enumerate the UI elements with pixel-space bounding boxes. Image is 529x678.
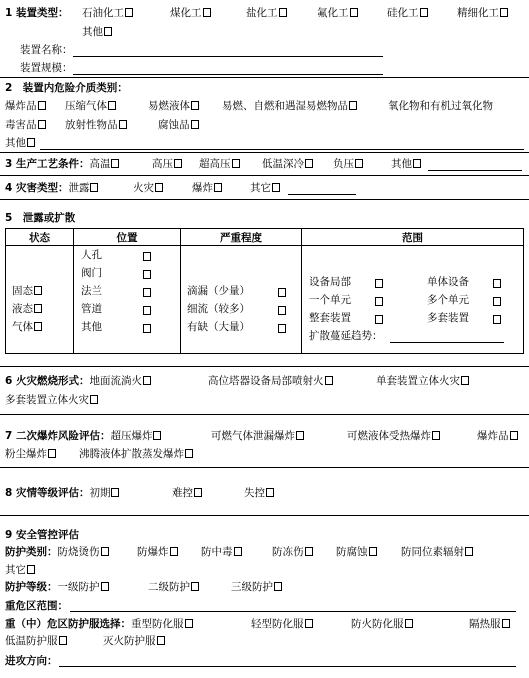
- checkbox[interactable]: [153, 431, 161, 440]
- checkbox[interactable]: [432, 431, 440, 440]
- range-single-label: 单体设备: [427, 276, 469, 288]
- checkbox[interactable]: [234, 547, 242, 556]
- range-single-checkbox[interactable]: [493, 279, 501, 288]
- pos-manhole-checkbox[interactable]: [143, 252, 151, 261]
- prot-type-row: 防护类别：防烧烫伤: [5, 546, 109, 559]
- option-level-2[interactable]: 二级防护: [148, 581, 199, 594]
- option-gas[interactable]: 气体: [12, 321, 42, 334]
- pos-valve-checkbox[interactable]: [143, 270, 151, 279]
- option-corrosive[interactable]: 腐蚀品: [158, 119, 199, 132]
- option-toxic[interactable]: 毒害品: [5, 119, 46, 132]
- spread-trend-label: 扩散蔓延趋势：: [309, 330, 383, 342]
- divider: [0, 152, 529, 153]
- option-anti-explosion[interactable]: 防爆炸: [137, 546, 178, 559]
- device-scale-field[interactable]: [73, 74, 383, 75]
- option-level-3[interactable]: 三级防护: [231, 581, 282, 594]
- divider: [0, 467, 529, 468]
- option-fire-chem-suit[interactable]: 防火防化服: [351, 618, 413, 631]
- option-other-protection[interactable]: 其它: [5, 564, 35, 577]
- divider: [0, 414, 529, 415]
- pos-other-label: 其他: [81, 321, 102, 333]
- option-hard-control[interactable]: 难控: [172, 487, 202, 500]
- checkbox[interactable]: [305, 159, 313, 168]
- checkbox[interactable]: [27, 565, 35, 574]
- option-anti-poison[interactable]: 防中毒: [201, 546, 242, 559]
- option-coal-chem[interactable]: 煤化工: [170, 7, 211, 20]
- checkbox[interactable]: [214, 183, 222, 192]
- pos-pipe-checkbox[interactable]: [143, 306, 151, 315]
- divider: [0, 199, 529, 200]
- checkbox[interactable]: [510, 431, 518, 440]
- checkbox[interactable]: [420, 8, 428, 17]
- option-flammable-solid[interactable]: 易燃、自燃和遇湿易燃物品: [222, 100, 357, 113]
- option-silicon-chem[interactable]: 硅化工: [387, 7, 428, 20]
- option-solid[interactable]: 固态: [12, 285, 42, 298]
- checkbox[interactable]: [461, 376, 469, 385]
- checkbox[interactable]: [104, 27, 112, 36]
- option-jet-fire[interactable]: 高位塔器设备局部喷射火: [208, 375, 333, 388]
- severity-breach-checkbox[interactable]: [278, 324, 286, 333]
- checkbox[interactable]: [191, 101, 199, 110]
- fire-form-row: 6 火灾燃烧形式：地面流淌火: [5, 375, 151, 388]
- option-dust-explosion[interactable]: 粉尘爆炸: [5, 448, 56, 461]
- option-liquid[interactable]: 液态: [12, 303, 42, 316]
- checkbox[interactable]: [266, 488, 274, 497]
- other-disaster-field[interactable]: [288, 194, 356, 195]
- option-anti-frostbite[interactable]: 防冻伤: [272, 546, 313, 559]
- option-fluoro-chem[interactable]: 氟化工: [317, 7, 358, 20]
- divider: [0, 77, 529, 78]
- section-1-title: 1 装置类型：: [5, 7, 69, 19]
- option-fire-suit[interactable]: 灭火防护服: [103, 635, 165, 648]
- severity-stream-label: 细流（较多）: [187, 303, 250, 315]
- section-2-title: 2 装置内危险介质类别：: [5, 82, 128, 94]
- checkbox[interactable]: [101, 582, 109, 591]
- option-explosives[interactable]: 爆炸品: [5, 100, 46, 113]
- option-out-of-control[interactable]: 失控: [244, 487, 274, 500]
- checkbox[interactable]: [355, 159, 363, 168]
- range-multi-set-checkbox[interactable]: [493, 315, 501, 324]
- header-position: 位置: [74, 229, 181, 246]
- option-other-media[interactable]: 其他: [5, 137, 35, 150]
- checkbox[interactable]: [325, 376, 333, 385]
- option-liquid-heat-explosion[interactable]: 可燃液体受热爆炸: [347, 430, 440, 443]
- option-light-suit[interactable]: 轻型防化服: [251, 618, 313, 631]
- checkbox[interactable]: [111, 159, 119, 168]
- option-salt-chem[interactable]: 盐化工: [246, 7, 287, 20]
- other-media-field[interactable]: [40, 149, 524, 150]
- checkbox[interactable]: [111, 488, 119, 497]
- pos-flange-checkbox[interactable]: [143, 288, 151, 297]
- pos-valve-label: 阀门: [81, 267, 102, 279]
- range-one-unit-label: 一个单元: [309, 294, 351, 306]
- checkbox[interactable]: [34, 286, 42, 295]
- checkbox[interactable]: [185, 449, 193, 458]
- checkbox[interactable]: [413, 159, 421, 168]
- range-full-checkbox[interactable]: [375, 315, 383, 324]
- option-gas-leak-explosion[interactable]: 可燃气体泄漏爆炸: [211, 430, 304, 443]
- severity-drip-checkbox[interactable]: [278, 288, 286, 297]
- device-name-label: 装置名称：: [20, 44, 73, 56]
- option-compressed-gas[interactable]: 压缩气体: [65, 100, 116, 113]
- divider: [0, 515, 529, 516]
- option-radioactive[interactable]: 放射性物品: [65, 119, 127, 132]
- severity-breach-label: 有缺（大量）: [187, 321, 250, 333]
- checkbox[interactable]: [59, 636, 67, 645]
- checkbox[interactable]: [296, 431, 304, 440]
- checkbox[interactable]: [155, 183, 163, 192]
- spread-trend-field[interactable]: [390, 342, 504, 343]
- checkbox[interactable]: [34, 322, 42, 331]
- checkbox[interactable]: [272, 183, 280, 192]
- secondary-explosion-row: 7 二次爆炸风险评估：超压爆炸: [5, 430, 161, 443]
- checkbox[interactable]: [203, 8, 211, 17]
- range-full-label: 整套装置: [309, 312, 351, 324]
- section-5-title: 5 泄露或扩散: [5, 212, 76, 224]
- option-explosion[interactable]: 爆炸: [192, 182, 222, 195]
- option-anti-corrosion[interactable]: 防腐蚀: [336, 546, 377, 559]
- range-local-checkbox[interactable]: [375, 279, 383, 288]
- checkbox[interactable]: [34, 304, 42, 313]
- option-cold-suit[interactable]: 低温防护服: [5, 635, 67, 648]
- option-other-disaster[interactable]: 其它: [250, 182, 280, 195]
- checkbox[interactable]: [279, 8, 287, 17]
- other-process-field[interactable]: [428, 170, 522, 171]
- checkbox[interactable]: [232, 159, 240, 168]
- checkbox[interactable]: [191, 582, 199, 591]
- checkbox[interactable]: [191, 120, 199, 129]
- approach-field[interactable]: [59, 666, 516, 667]
- checkbox[interactable]: [502, 619, 510, 628]
- checkbox[interactable]: [38, 101, 46, 110]
- option-multi-3d-fire[interactable]: 多套装置立体火灾: [5, 394, 98, 407]
- checkbox[interactable]: [174, 159, 182, 168]
- checkbox[interactable]: [465, 547, 473, 556]
- pos-flange-label: 法兰: [81, 285, 102, 297]
- approach-label: 进攻方向：: [5, 655, 58, 667]
- leak-table: [5, 228, 524, 354]
- option-high-pressure[interactable]: 高压: [152, 158, 182, 171]
- severity-stream-checkbox[interactable]: [278, 306, 286, 315]
- option-negative-pressure[interactable]: 负压: [333, 158, 363, 171]
- checkbox[interactable]: [125, 8, 133, 17]
- checkbox[interactable]: [405, 619, 413, 628]
- hazard-zone-field[interactable]: [70, 611, 516, 612]
- option-ultra-pressure[interactable]: 超高压: [199, 158, 240, 171]
- checkbox[interactable]: [38, 120, 46, 129]
- checkbox[interactable]: [305, 619, 313, 628]
- section-9-title: 9 安全管控评估: [5, 529, 79, 541]
- header-state: 状态: [6, 229, 74, 246]
- checkbox[interactable]: [27, 138, 35, 147]
- range-local-label: 设备局部: [309, 276, 351, 288]
- option-cryogenic[interactable]: 低温深冷: [262, 158, 313, 171]
- checkbox[interactable]: [101, 547, 109, 556]
- disaster-level-row: 8 灾情等级评估：初期: [5, 487, 119, 500]
- option-flammable-liquid[interactable]: 易燃液体: [148, 100, 199, 113]
- range-multi-unit-label: 多个单元: [427, 294, 469, 306]
- option-oxidizer[interactable]: 氧化物和有机过氧化物: [388, 100, 493, 112]
- option-other[interactable]: 其他: [82, 26, 112, 39]
- disaster-type-row: 4 灾害类型：泄露: [5, 182, 98, 195]
- option-explosives-2[interactable]: 爆炸品: [477, 430, 518, 443]
- checkbox[interactable]: [90, 395, 98, 404]
- option-insulation-suit[interactable]: 隔热服: [469, 618, 510, 631]
- option-petrochemical[interactable]: 石油化工: [82, 7, 133, 20]
- hazard-zone-label: 重危区范围：: [5, 600, 68, 612]
- checkbox[interactable]: [194, 488, 202, 497]
- option-fine-chem[interactable]: 精细化工: [457, 7, 508, 20]
- pos-other-checkbox[interactable]: [143, 324, 151, 333]
- checkbox[interactable]: [305, 547, 313, 556]
- checkbox[interactable]: [157, 636, 165, 645]
- checkbox[interactable]: [350, 8, 358, 17]
- checkbox[interactable]: [48, 449, 56, 458]
- checkbox[interactable]: [274, 582, 282, 591]
- process-conditions-row: 3 生产工艺条件：高温: [5, 158, 119, 171]
- header-severity: 严重程度: [181, 229, 302, 246]
- severity-drip-label: 滴漏（少量）: [187, 285, 250, 297]
- option-anti-radiation[interactable]: 防同位素辐射: [401, 546, 473, 559]
- option-single-3d-fire[interactable]: 单套装置立体火灾: [376, 375, 469, 388]
- pos-manhole-label: 人孔: [81, 249, 102, 261]
- option-fire[interactable]: 火灾: [133, 182, 163, 195]
- device-name-field[interactable]: [73, 56, 383, 57]
- header-range: 范围: [302, 229, 524, 246]
- range-one-unit-checkbox[interactable]: [375, 297, 383, 306]
- range-multi-unit-checkbox[interactable]: [493, 297, 501, 306]
- range-multi-set-label: 多套装置: [427, 312, 469, 324]
- checkbox[interactable]: [500, 8, 508, 17]
- checkbox[interactable]: [349, 101, 357, 110]
- checkbox[interactable]: [143, 376, 151, 385]
- checkbox[interactable]: [185, 619, 193, 628]
- checkbox[interactable]: [108, 101, 116, 110]
- divider: [0, 175, 529, 176]
- option-bleve[interactable]: 沸腾液体扩散蒸发爆炸: [79, 448, 193, 461]
- checkbox[interactable]: [90, 183, 98, 192]
- divider: [0, 366, 529, 367]
- option-other-process[interactable]: 其他: [391, 158, 421, 171]
- checkbox[interactable]: [369, 547, 377, 556]
- device-scale-label: 装置规模：: [20, 62, 73, 74]
- suit-row: 重（中）危区防护服选择：重型防化服: [5, 618, 193, 631]
- pos-pipe-label: 管道: [81, 303, 102, 315]
- checkbox[interactable]: [170, 547, 178, 556]
- checkbox[interactable]: [119, 120, 127, 129]
- prot-level-row: 防护等级：一级防护: [5, 581, 109, 594]
